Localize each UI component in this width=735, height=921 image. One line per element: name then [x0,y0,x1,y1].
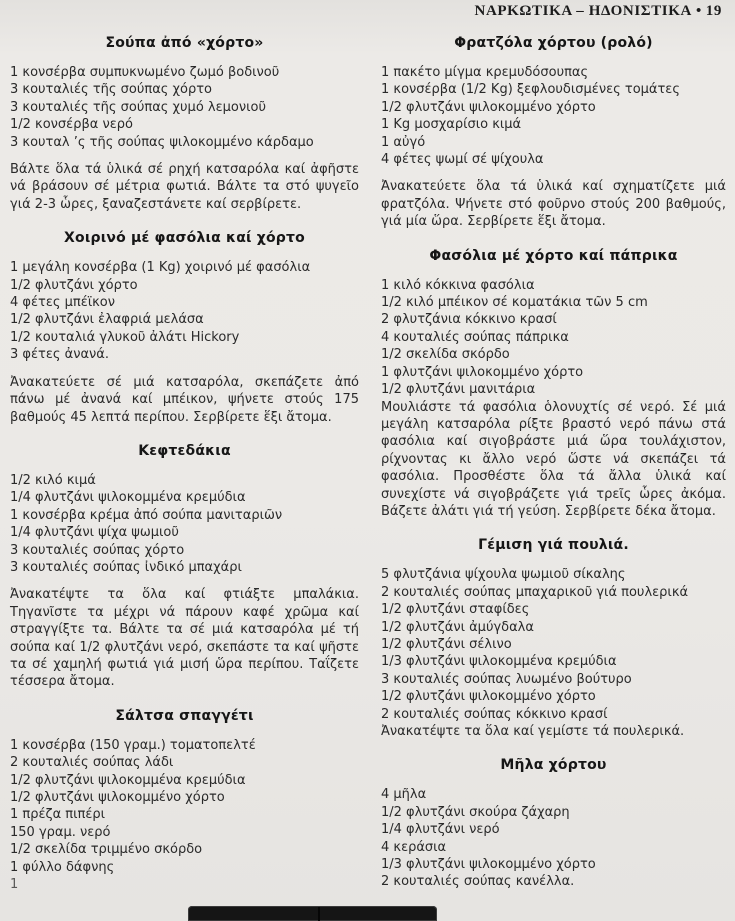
running-header [475,3,722,20]
ingredient-line: 1/2 φλυτζάνι ἀμύγδαλα [381,619,534,635]
recipe-title: Μῆλα χόρτου [500,757,607,774]
ingredient-line: 1/2 κιλό κιμά [10,472,96,488]
ingredient-line: 3 κουταλιές σούπας λυωμένο βούτυρο [381,671,632,687]
recipe-title: Φασόλια μέ χόρτο καί πάπρικα [429,247,678,264]
ingredient-line: 1/2 φλυτζάνι μανιτάρια [381,382,536,398]
ingredient-list [10,737,359,876]
bottom-overlay-bar [188,906,437,921]
header-bullet: • [695,3,702,19]
ingredient-line: 4 φέτες ψωμί σέ ψίχουλα [381,152,544,168]
recipe-title: Σάλτσα σπαγγέτι [115,707,254,724]
page-number: 19 [705,3,722,19]
ingredient-line: 1/2 κουταλιά γλυκοῦ ἀλάτι Hickory [10,329,240,345]
ingredient-line: 1/2 φλυτζάνι χόρτο [10,277,138,293]
ingredient-list [381,786,726,890]
ingredient-line: 1/2 φλυτζάνι ψιλοκομμένο χόρτο [10,790,225,805]
ingredient-list [10,472,359,576]
clipped-text-line [10,876,359,893]
ingredient-line: 3 κουταλ ’ς τῆς σούπας ψιλοκομμένο κάρδαμο [10,134,314,150]
ingredient-line: 1/2 κονσέρβα νερό [10,117,133,133]
ingredient-line: 1 μεγάλη κονσέρβα (1 Kg) χοιρινό μέ φασόλια [10,260,311,276]
ingredient-line: 1 φλυτζάνι ψιλοκομμένο χόρτο [381,364,584,380]
ingredient-line: 2 κουταλιές σούπας κανέλλα. [381,874,575,890]
ingredient-line: 1/2 φλυτζάνι σταφίδες [381,602,530,618]
ingredient-list [381,64,726,168]
ingredient-line: 4 κουταλιές σούπας πάπρικα [381,329,569,345]
ingredient-line: 1/2 φλυτζάνι ψιλοκομμένο χόρτο [381,689,596,705]
ingredient-line: 1/4 φλυτζάνι ψιλοκομμένα κρεμύδια [10,490,246,506]
ingredient-list [381,277,726,399]
ingredient-line: 1 κονσέρβα (1/2 Kg) ξεφλουδισμένες τομάτες [381,82,680,98]
ingredient-line: 2 κουταλιές σούπας κόκκινο κρασί [381,706,608,722]
recipe-title: Φρατζόλα χόρτου (ρολό) [454,35,653,51]
ingredient-line: 3 κουταλιές τῆς σούπας χόρτο [10,82,213,98]
ingredient-line: 1/2 φλυτζάνι σκούρα ζάχαρη [381,804,570,820]
ingredient-line: 4 μῆλα [381,787,427,803]
ingredient-line: 4 φέτες μπέϊκον [10,295,116,311]
overlay-bar-divider [318,907,320,921]
ingredient-line: 4 κεράσια [381,839,447,855]
running-header-title: ΝΑΡΚΩΤΙΚΑ – ΗΔΟΝΙΣΤΙΚΑ [474,3,692,19]
ingredient-line: 150 γραμ. νερό [10,824,111,840]
ingredient-list [10,259,359,363]
right-column [367,26,734,891]
ingredient-line: 1/2 σκελίδα σκόρδο [381,347,510,363]
recipe-title: Χοιρινό μέ φασόλια καί χόρτο [64,230,305,247]
ingredient-line: 1/2 φλυτζάνι ψιλοκομμένα κρεμύδια [10,772,246,788]
recipe-instructions: Ἀνακατεύετε ὅλα τά ὑλικά καί σχηματίζετε μιά φρατζόλα. Ψήνετε στό φοῦρνο στούς 200 βαθμούς, γιά μία ὥρα. Σερβίρετε ἕξι ἄτομα. [381,179,726,230]
recipe-instructions: Ἀνακατεύετε σέ μιά κατσαρόλα, σκεπάζετε ἀπό πάνω μέ ἀνανά καί μπέικον, ψήνετε στούς 175 βαθμούς 45 λεπτά περίπου. Σερβίρετε ἕξι ἄτομα. [10,374,359,425]
recipe-instructions: Βάλτε ὅλα τά ὑλικά σέ ρηχή κατσαρόλα καί ἀφῆστε νά βράσουν σέ μέτρια φωτιά. Βάλτε τα στό ψυγεῖο γιά 2-3 ὧρες, ξαναζεστάνετε καί σερβίρετε. [10,162,359,212]
ingredient-list [10,64,359,151]
ingredient-line: 1/2 φλυτζάνι ἐλαφριά μελάσα [10,312,204,328]
ingredient-line: 1/3 φλυτζάνι ψιλοκομμένα κρεμύδια [381,654,617,670]
ingredient-line: 1/2 κιλό μπέικον σέ κοματάκια τῶν 5 cm [381,295,648,311]
ingredient-line: 3 κουταλιές σούπας ἰνδικό μπαχάρι [10,559,242,575]
ingredient-line: 1 πρέζα πιπέρι [10,807,106,823]
left-column [0,26,367,893]
ingredient-line: 1/4 φλυτζάνι νερό [381,822,500,838]
ingredient-line: 1 κονσέρβα κρέμα ἀπό σούπα μανιταριῶν [10,507,283,523]
recipe-title: Σούπα ἀπό «χόρτο» [105,35,264,51]
two-column-body [0,26,735,891]
ingredient-line: 2 φλυτζάνια κόκκινο κρασί [381,312,557,328]
ingredient-line: 3 κουταλιές σούπας χόρτο [10,542,185,558]
ingredient-list [381,566,726,723]
ingredient-line: 1/2 σκελίδα τριμμένο σκόρδο [10,842,203,858]
recipe-instructions: Ἀνακατέψτε τα ὅλα καί φτιάξτε μπαλάκια. Τηγανῖστε τα μέχρι νά πάρουν καφέ χρῶμα καί στραγγίξτε τα. Βάλτε τα σέ μιά κατσαρόλα μέ τή σούπα καί 1/2 φλυτζάνι νερό, σκεπάστε τα καί ψῆστε τα σέ χαμηλή φωτιά γιά μισή ὥρα περίπου. Ταΐζετε τέσσερα ἄτομα. [10,587,359,690]
ingredient-line: 1/2 φλυτζάνι ψιλοκομμένο χόρτο [381,99,596,115]
ingredient-line: 1 κονσέρβα συμπυκνωμένο ζωμό βοδινοῦ [10,65,280,80]
recipe-instructions: Ἀνακατέψτε τα ὅλα καί γεμίστε τά πουλερικά. [381,724,685,739]
ingredient-line: 3 φέτες ἀνανά. [10,347,109,363]
ingredient-line: 2 κουταλιές σούπας μπαχαρικοῦ γιά πουλερικά [381,584,689,600]
ingredient-line: 1 Kg μοσχαρίσιο κιμά [381,117,522,133]
ingredient-line: 1 αὐγό [381,134,426,150]
recipe-instructions: Μουλιάστε τά φασόλια ὁλονυχτίς σέ νερό. Σέ μιά μεγάλη κατσαρόλα ρίξτε βραστό νερό πάνω στά φασόλια καί σιγοβράστε μιά ὥρα τουλάχιστον, ρίχνοντας κι ἄλλο νερό ὥστε νά σκεπάζει τά φασόλια. Προσθέστε ὅλα τά ἄλλα ὑλικά καί συνεχίστε νά σιγοβράζετε γιά τρεῖς ὧρες ἀκόμα. Βάζετε ἀλάτι γιά τή γεύση. Σερβίρετε δέκα ἄτομα. [381,399,726,519]
recipe-title: Γέμιση γιά πουλιά. [478,537,629,554]
ingredient-line: 1/2 φλυτζάνι σέλινο [381,636,512,652]
ingredient-line: 1/4 φλυτζάνι ψίχα ψωμιοῦ [10,525,179,541]
ingredient-line: 1/3 φλυτζάνι ψιλοκομμένο χόρτο [381,857,596,873]
recipe-title: Κεφτεδάκια [138,442,231,459]
ingredient-line: 2 κουταλιές σούπας λάδι [10,755,174,771]
clipped-line-text: 1 [10,877,19,893]
ingredient-line: 1 φύλλο δάφνης [10,859,115,875]
ingredient-line: 1 πακέτο μίγμα κρεμυδόσουπας [381,65,589,80]
ingredient-line: 5 φλυτζάνια ψίχουλα ψωμιοῦ σίκαλης [381,567,626,583]
ingredient-line: 1 κιλό κόκκινα φασόλια [381,277,535,293]
ingredient-line: 3 κουταλιές τῆς σούπας χυμό λεμονιοῦ [10,99,266,115]
ingredient-line: 1 κονσέρβα (150 γραμ.) τοματοπελτέ [10,737,256,753]
